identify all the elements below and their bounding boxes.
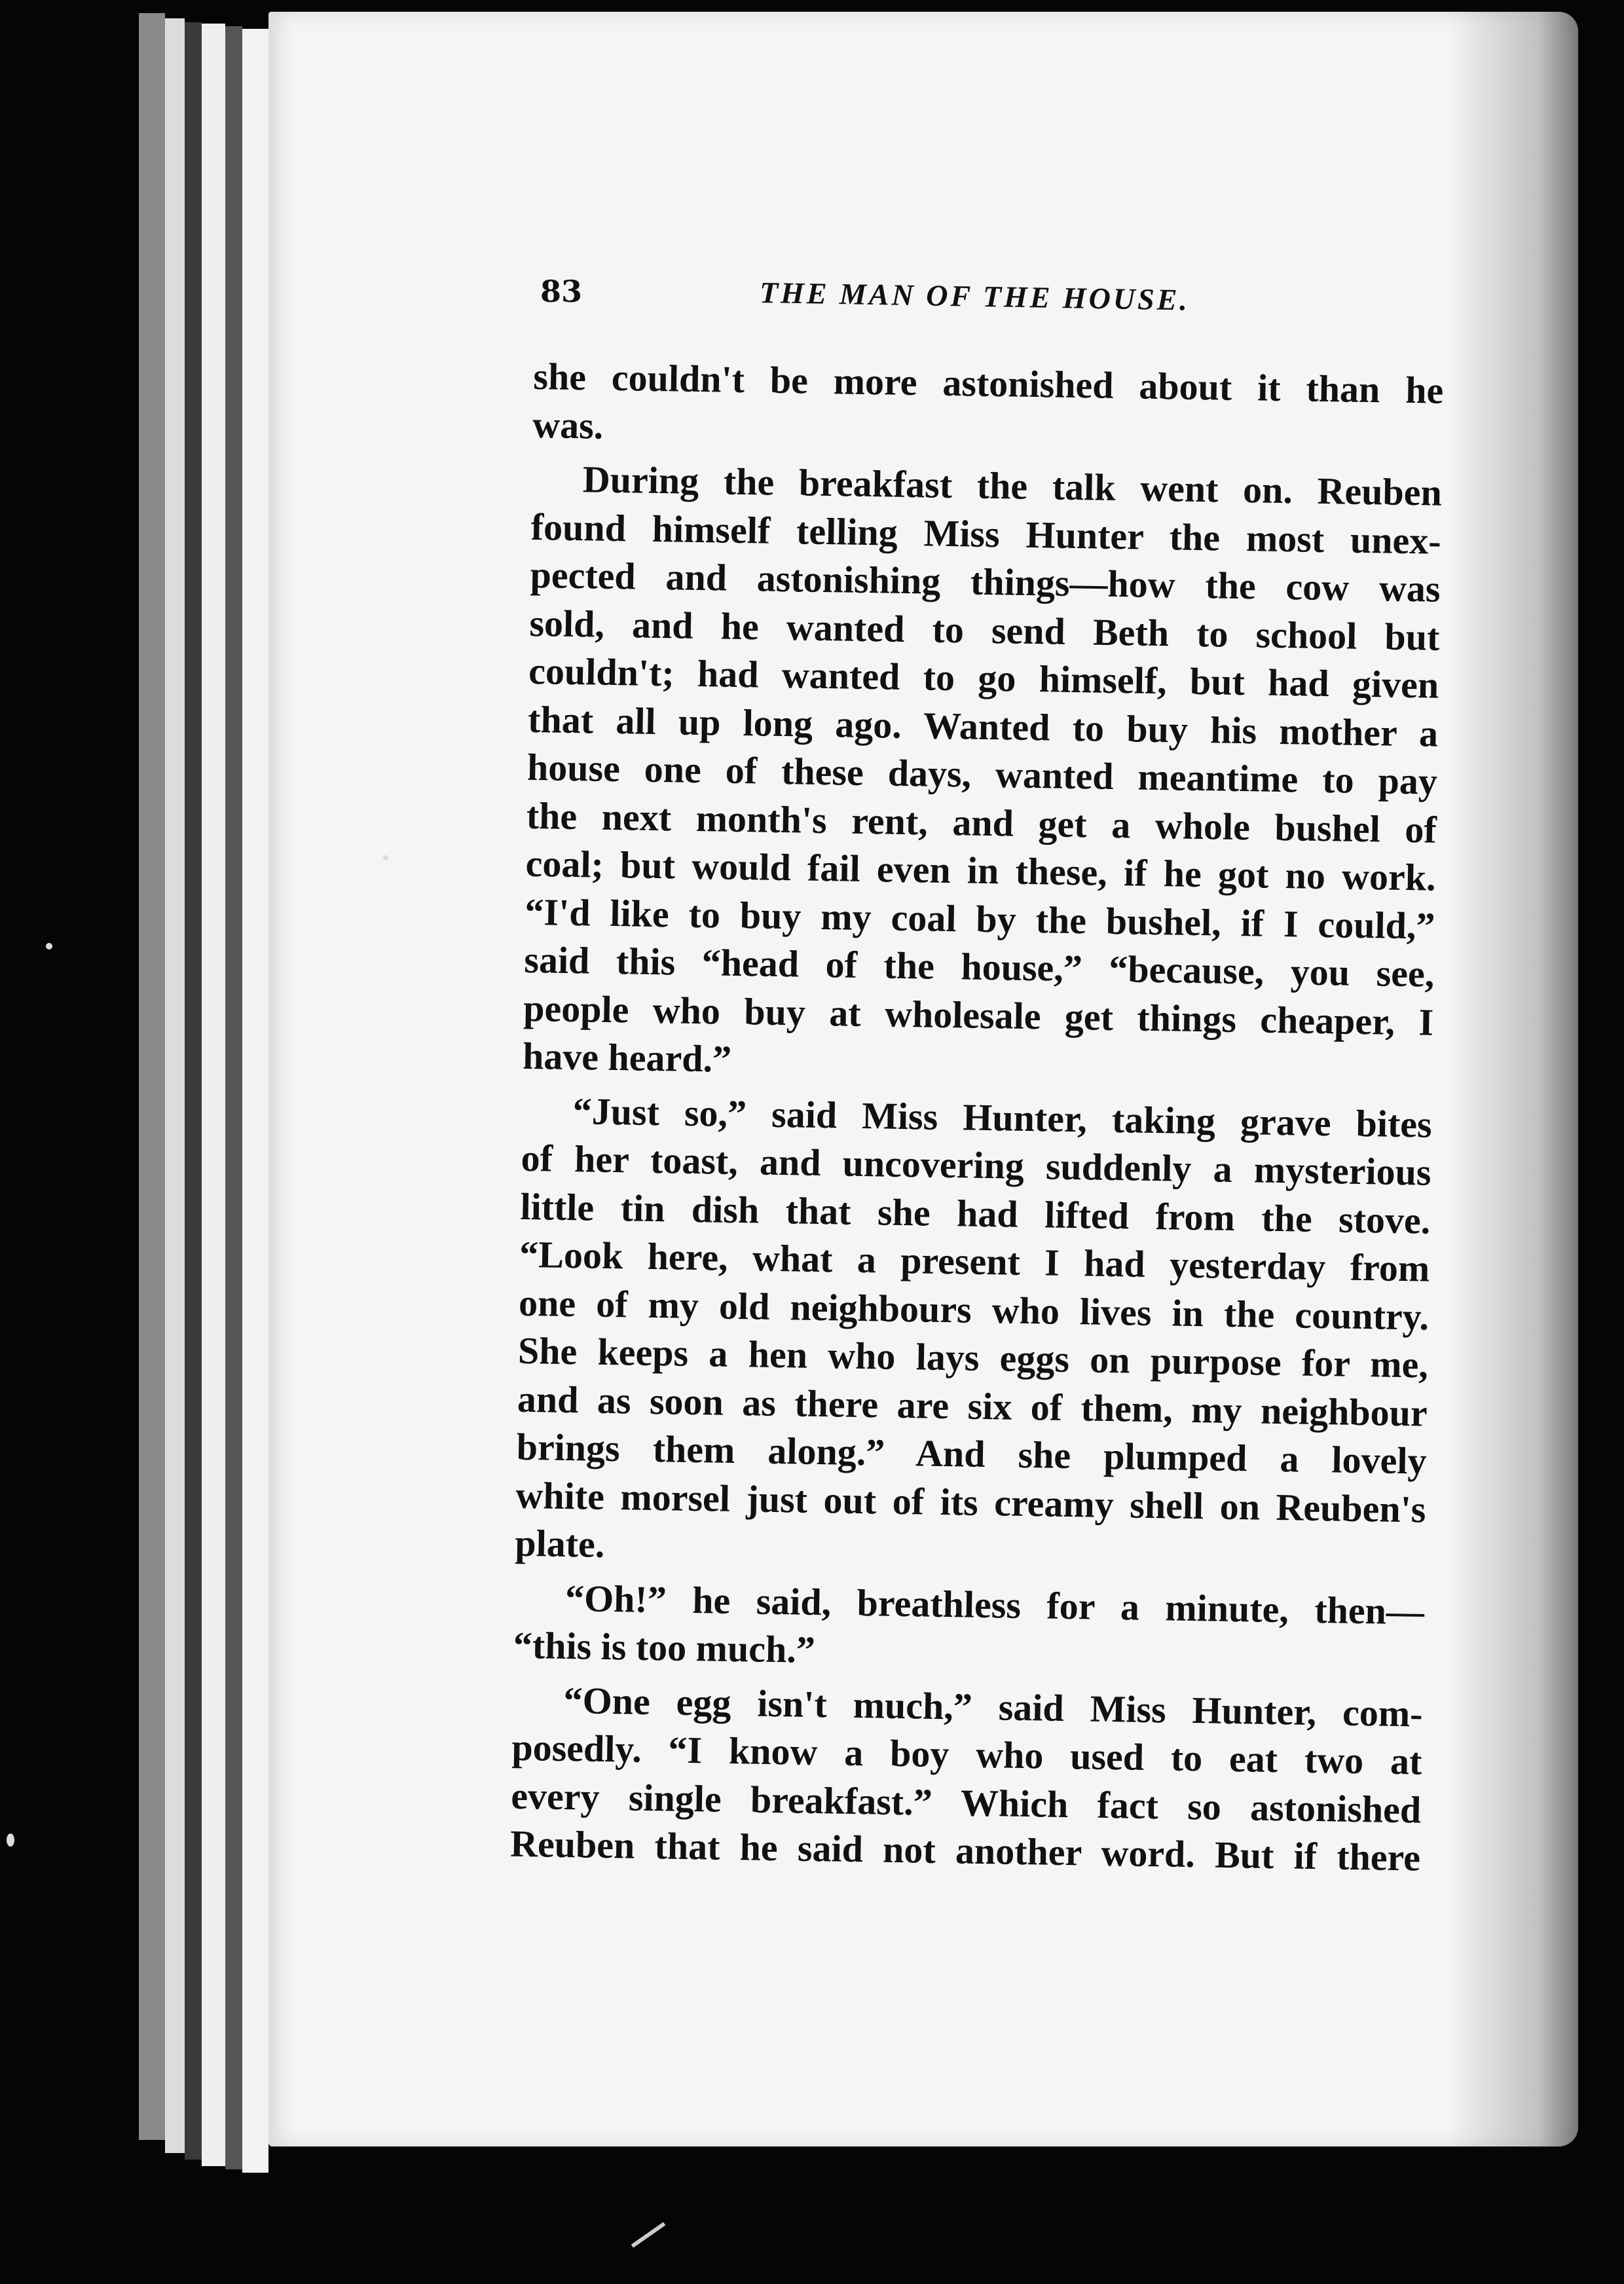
book-edge xyxy=(202,24,225,2166)
text-line: one of my old neighbours who lives in the country. xyxy=(518,1281,1430,1338)
text-line: “Just so,” said Miss Hunter, taking grave bites xyxy=(572,1089,1433,1146)
text-line: “I'd like to buy my coal by the bushel, if I could,” xyxy=(525,890,1435,948)
text-line: sold, and he wanted to send Beth to school but xyxy=(529,601,1440,659)
book-edge xyxy=(139,13,165,2140)
text-line: Reuben that he said not another word. But if there xyxy=(509,1822,1421,1879)
spine-shadow xyxy=(1447,12,1578,2146)
book-edge xyxy=(242,29,268,2173)
dust-speck xyxy=(7,1833,14,1847)
text-line: white morsel just out of its creamy shell on Reuben's xyxy=(515,1473,1426,1531)
text-line: “Look here, what a present I had yesterday from xyxy=(519,1232,1430,1290)
text-line: the next month's rent, and get a whole bushel of xyxy=(526,794,1437,851)
text-line: people who buy at wholesale get things cheaper, I xyxy=(523,986,1434,1044)
text-line: pected and astonishing things—how the cow was xyxy=(530,553,1441,610)
text-line: was. xyxy=(532,403,604,447)
text-line: plate. xyxy=(514,1521,605,1566)
text-line: house one of these days, wanted meantime to pay xyxy=(526,745,1438,803)
text-line: said this “head of the house,” “because, you see, xyxy=(523,938,1435,995)
text-line: brings them along.” And she plumped a lovely xyxy=(516,1425,1428,1483)
dust-speck xyxy=(383,855,388,860)
book-edge xyxy=(165,18,185,2153)
body-text xyxy=(510,352,1444,1882)
paragraph xyxy=(532,352,1444,463)
paragraph xyxy=(515,1086,1432,1581)
book-edge xyxy=(225,26,242,2169)
running-title: THE MAN OF THE HOUSE. xyxy=(759,276,1190,317)
text-line: every single breakfast.” Which fact so astonished xyxy=(510,1774,1422,1832)
text-line: found himself telling Miss Hunter the most unex- xyxy=(530,505,1442,562)
text-line: “Oh!” he said, breathless for a minute, then— xyxy=(564,1576,1425,1633)
paragraph xyxy=(513,1573,1424,1684)
dust-speck xyxy=(46,943,52,949)
text-line: coal; but would fail even in these, if he got no work. xyxy=(525,841,1437,899)
paragraph xyxy=(510,1675,1423,1882)
text-line: During the breakfast the talk went on. Reuben xyxy=(582,458,1443,514)
text-line: little tin dish that she had lifted from the stove. xyxy=(520,1185,1431,1242)
text-line: have heard.” xyxy=(522,1034,732,1080)
book-page xyxy=(268,12,1578,2146)
text-line: of her toast, and uncovering suddenly a mysterious xyxy=(521,1136,1432,1194)
book-edge xyxy=(185,22,202,2160)
paragraph xyxy=(523,454,1443,1094)
text-line: She keeps a hen who lays eggs on purpose for me, xyxy=(517,1329,1429,1386)
text-line: posedly. “I know a boy who used to eat two at xyxy=(511,1725,1422,1783)
page-number: 83 xyxy=(540,274,583,309)
text-line: and as soon as there are six of them, my neighbour xyxy=(517,1377,1428,1435)
text-line: “One egg isn't much,” said Miss Hunter, com- xyxy=(563,1678,1424,1735)
text-line: couldn't; had wanted to go himself, but had given xyxy=(528,649,1439,707)
scan-artifact xyxy=(631,2222,666,2247)
text-line: she couldn't be more astonished about it than he xyxy=(532,354,1444,412)
text-line: “this is too much.” xyxy=(513,1623,816,1671)
text-line: that all up long ago. Wanted to buy his mother a xyxy=(527,697,1439,755)
